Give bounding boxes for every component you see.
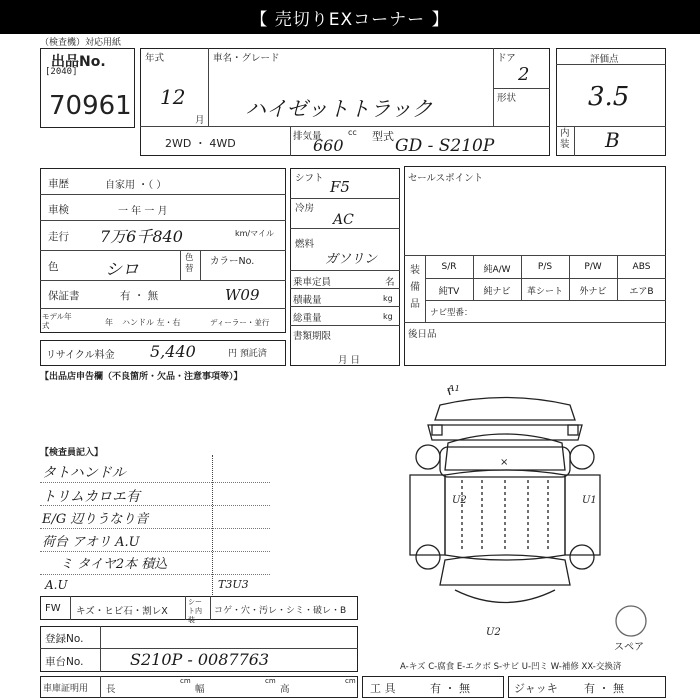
post-note-label: 後日品	[408, 329, 437, 340]
lot-box	[40, 48, 135, 128]
equip-aw: 純A/W	[483, 265, 511, 275]
mark-left: U2	[452, 495, 467, 506]
capacity-label: 乗車定員	[293, 277, 332, 288]
lot-label: 出品No.	[51, 54, 106, 70]
equip-leather: 革シート	[526, 287, 563, 297]
cert-label: 車庫証明用	[43, 684, 89, 694]
color-change-label: 色替	[185, 253, 194, 274]
inspector-line-3: E/G 辺りうなり音	[42, 512, 149, 527]
top-note: （検査機）対応用紙	[40, 38, 122, 48]
recycle-value: 5,440	[150, 342, 196, 361]
model-year-unit: 年	[105, 318, 113, 327]
cert-width: 幅	[195, 684, 205, 695]
door-label: ドア	[497, 53, 516, 64]
mileage-label: 走行	[48, 231, 69, 243]
equip-pw: P/W	[584, 262, 602, 272]
tools-value: 有 ・ 無	[430, 682, 470, 695]
history-value: 自家用 ・（ ）	[105, 180, 167, 191]
warranty-value: 有 ・ 無	[120, 290, 159, 302]
equip-airbag: エアB	[629, 287, 654, 297]
score-label: 評価点	[590, 54, 619, 65]
car-name-label: 車名・グレード	[213, 53, 280, 64]
warranty-label: 保証書	[48, 290, 80, 302]
mileage-unit: km/マイル	[235, 229, 274, 238]
year-unit: 月	[195, 115, 205, 126]
equip-navi: 純ナビ	[483, 287, 511, 297]
handle-label: ハンドル 左・右	[122, 318, 181, 327]
declaration-label: 【出品店申告欄（不良箇所・欠品・注意事項等）】	[40, 372, 243, 382]
model-label: 型式	[372, 130, 394, 143]
seat-items: コゲ・穴・汚レ・シミ・破レ・B	[214, 606, 347, 616]
registration-label: 登録No.	[45, 633, 84, 645]
cert-height: 高	[280, 684, 290, 695]
seat-label: シート内装	[188, 598, 202, 624]
weight-label: 総重量	[293, 313, 322, 324]
inspector-line-5: ミ タイヤ2本 積込	[60, 557, 168, 572]
chassis-value: S210P - 0087763	[130, 650, 270, 669]
spare-label: スペア	[614, 642, 644, 653]
mileage-value: 7万6千840	[100, 227, 183, 246]
displacement-unit: cc	[348, 128, 357, 137]
inspector-line-1: タトハンドル	[42, 465, 126, 481]
load-label: 積載量	[293, 295, 322, 306]
damage-legend: A-キズ C-腐食 E-エクボ S-サビ U-凹ミ W-補修 XX-交換済	[400, 662, 622, 672]
mark-cross: ×	[500, 457, 509, 468]
fuel-value: ガソリン	[325, 252, 378, 267]
inspector-extra2: T3U3	[218, 578, 249, 591]
dealer-label: ディーラー・並行	[210, 318, 270, 327]
equip-abs: ABS	[632, 262, 651, 272]
weight-unit: kg	[383, 312, 393, 321]
year-label: 年式	[145, 53, 165, 64]
aircon-label: 冷房	[295, 203, 315, 214]
sales-point-label: セールスポイント	[408, 173, 484, 184]
chassis-label: 車台No.	[45, 656, 84, 668]
score-value: 3.5	[588, 82, 630, 112]
doc-deadline-unit: 月 日	[338, 355, 361, 366]
inspector-label: 【検査員記入】	[40, 448, 104, 458]
displacement-label: 排気量	[293, 131, 322, 142]
lot-tag: [2040]	[45, 67, 78, 77]
recycle-unit: 円 預託済	[228, 349, 267, 359]
equip-tv: 純TV	[438, 287, 460, 297]
drive-label: 2WD ・ 4WD	[165, 137, 236, 150]
cert-height-unit: cm	[345, 677, 356, 685]
cert-length-unit: cm	[180, 677, 191, 685]
color-no-value: W09	[225, 286, 260, 304]
inspector-line-4: 荷台 アオリ A.U	[42, 535, 140, 550]
interior-value: B	[605, 128, 620, 152]
cert-width-unit: cm	[265, 677, 276, 685]
fw-label: FW	[45, 603, 61, 614]
model-value: GD - S210P	[395, 136, 495, 156]
mark-front: A1	[448, 385, 461, 394]
shift-label: シフト	[295, 173, 324, 184]
jack-value: 有 ・ 無	[584, 682, 624, 695]
interior-label: 内装	[560, 128, 570, 150]
equip-ext-navi: 外ナビ	[579, 287, 607, 297]
color-label: 色	[48, 261, 59, 273]
spare-tire-icon	[614, 604, 648, 638]
inspector-line-2: トリムカロエ有	[42, 489, 140, 505]
tools-label: 工 具	[370, 682, 396, 695]
history-label: 車歴	[48, 178, 69, 190]
mark-right: U1	[582, 495, 597, 506]
car-damage-diagram	[400, 385, 610, 625]
fw-items: キズ・ヒビ石・割レX	[76, 606, 168, 617]
car-name-value: ハイゼットトラック	[245, 97, 433, 121]
equip-ps: P/S	[537, 262, 553, 272]
capacity-unit: 名	[385, 277, 395, 288]
door-value: 2	[518, 64, 530, 85]
recycle-label: リサイクル料金	[46, 350, 115, 361]
shape-label: 形状	[497, 93, 517, 104]
color-no-label: カラーNo.	[210, 256, 255, 267]
model-year-label: モデル年式	[42, 312, 72, 330]
shift-value: F5	[330, 178, 350, 196]
load-unit: kg	[383, 294, 393, 303]
inspector-extra: A.U	[45, 578, 68, 592]
equip-sr: S/R	[441, 262, 457, 272]
aircon-value: AC	[333, 212, 354, 228]
fuel-label: 燃料	[295, 239, 315, 250]
doc-deadline-label: 書類期限	[293, 331, 332, 342]
equipment-label: 装備品	[410, 265, 420, 310]
color-value: シロ	[105, 260, 139, 280]
lot-number: 70961	[49, 91, 132, 121]
inspection-value: 一 年 一 月	[118, 206, 168, 217]
mark-bottom-label: U2	[486, 627, 501, 638]
inspection-label: 車検	[48, 204, 69, 216]
cert-length: 長	[106, 684, 116, 695]
jack-label: ジャッキ	[514, 682, 558, 695]
year-value: 12	[160, 85, 186, 109]
banner: 【 売切りEXコーナー 】	[0, 0, 700, 34]
navi-model-label: ナビ型番：	[430, 308, 473, 318]
displacement-value: 660	[313, 136, 344, 155]
